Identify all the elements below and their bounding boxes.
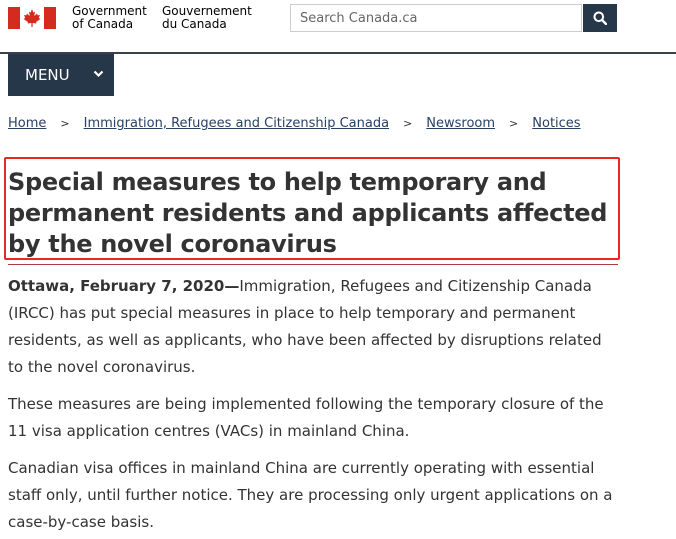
article-paragraph-3: Canadian visa offices in mainland China are currently operating with essential staff only, until further notice. They are processing only urgent applications on a case-by-case basis. (8, 459, 613, 531)
article-paragraph-2: These measures are being implemented following the temporary closure of the 11 visa application centres (VACs) in mainland China. (8, 395, 604, 440)
breadcrumb-separator: > (60, 117, 70, 130)
signature-en-line2: of Canada (72, 17, 134, 31)
magnifier-icon (593, 11, 607, 25)
article-paragraph-1 (8, 273, 618, 381)
chevron-down-icon (93, 70, 104, 78)
menu-label: MENU (25, 66, 70, 84)
breadcrumb (8, 116, 581, 131)
signature-fr-line1: Gouvernement (162, 4, 252, 18)
breadcrumb-notices[interactable]: Notices (532, 116, 581, 131)
dateline: Ottawa, February 7, 2020— (8, 277, 240, 295)
breadcrumb-newsroom[interactable]: Newsroom (426, 116, 496, 131)
signature-fr-line2: du Canada (162, 17, 227, 31)
signature-fr[interactable] (162, 5, 252, 31)
breadcrumb-ircc[interactable]: Immigration, Refugees and Citizenship Canada (83, 116, 390, 131)
signature-en[interactable] (72, 5, 147, 31)
title-underline (8, 264, 618, 265)
breadcrumb-home[interactable]: Home (8, 116, 47, 131)
site-header (0, 0, 676, 52)
breadcrumb-separator: > (403, 117, 413, 130)
signature-en-line1: Government (72, 4, 147, 18)
menu-button[interactable] (8, 54, 114, 96)
search-button[interactable] (583, 4, 617, 32)
article-paragraph-1-text: Immigration, Refugees and Citizenship Canada (IRCC) has put special measures in place to help temporary and permanent residents, as well as applicants, who have been affected by disruptions related to the novel coronavirus. (8, 277, 602, 376)
search-input[interactable] (290, 4, 582, 32)
canada-flag-icon[interactable] (8, 7, 56, 29)
breadcrumb-separator: > (509, 117, 519, 130)
page-title: Special measures to help temporary and permanent residents and applicants affected by the novel coronavirus (8, 168, 608, 258)
